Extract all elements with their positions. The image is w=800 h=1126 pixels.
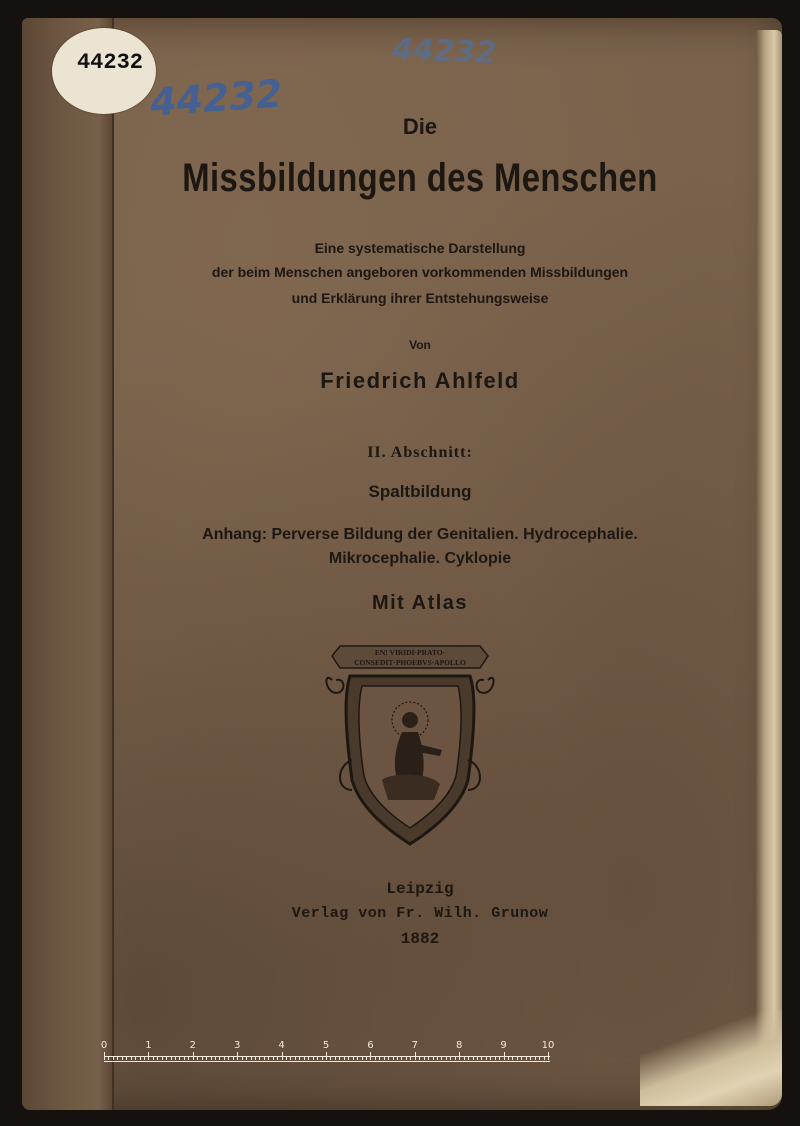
ruler-minor-tick bbox=[228, 1056, 229, 1060]
ruler-minor-tick bbox=[211, 1056, 212, 1060]
ruler-minor-tick bbox=[242, 1056, 243, 1060]
ruler-minor-tick bbox=[153, 1056, 154, 1060]
byline: Von bbox=[409, 338, 431, 352]
ruler-minor-tick bbox=[353, 1056, 354, 1060]
ruler-minor-tick bbox=[135, 1056, 136, 1060]
ruler-minor-tick bbox=[259, 1056, 260, 1060]
page-edge bbox=[756, 30, 782, 1100]
ruler-minor-tick bbox=[255, 1056, 256, 1060]
ruler-minor-tick bbox=[393, 1056, 394, 1060]
ruler-minor-tick bbox=[348, 1056, 349, 1060]
ruler-minor-tick bbox=[339, 1056, 340, 1060]
ruler-minor-tick bbox=[379, 1056, 380, 1060]
ruler-major-tick bbox=[504, 1052, 505, 1060]
ruler-minor-tick bbox=[246, 1056, 247, 1060]
annex-line-2: Mikrocephalie. Cyklopie bbox=[328, 550, 512, 567]
ruler-minor-tick bbox=[508, 1056, 509, 1060]
ruler-minor-tick bbox=[299, 1056, 300, 1060]
ruler-minor-tick bbox=[206, 1056, 207, 1060]
worn-corner bbox=[640, 1010, 782, 1106]
ruler-minor-tick bbox=[179, 1056, 180, 1060]
publisher-emblem bbox=[322, 640, 498, 850]
ruler-minor-tick bbox=[113, 1056, 114, 1060]
ruler-major-tick bbox=[148, 1052, 149, 1060]
ruler-minor-tick bbox=[455, 1056, 456, 1060]
ruler-tick-label: 3 bbox=[234, 1040, 241, 1051]
ruler-minor-tick bbox=[512, 1056, 513, 1060]
subtitle-line-1: Eine systematische Darstellung bbox=[314, 240, 526, 256]
ruler-minor-tick bbox=[517, 1056, 518, 1060]
book-title: Missbildungen des Menschen bbox=[182, 156, 658, 200]
subtitle-line-2: der beim Menschen angeboren vorkommenden Missbildungen bbox=[211, 264, 629, 280]
ruler-minor-tick bbox=[428, 1056, 429, 1060]
ruler-minor-tick bbox=[313, 1056, 314, 1060]
ruler-minor-tick bbox=[166, 1056, 167, 1060]
ruler-minor-tick bbox=[495, 1056, 496, 1060]
ruler-minor-tick bbox=[251, 1056, 252, 1060]
ruler-major-tick bbox=[282, 1052, 283, 1060]
ruler-minor-tick bbox=[290, 1056, 291, 1060]
ruler-minor-tick bbox=[317, 1056, 318, 1060]
emblem-motto-line-1: EN! VIRIDI·PRATO· bbox=[374, 648, 446, 657]
ruler-minor-tick bbox=[446, 1056, 447, 1060]
imprint-year: 1882 bbox=[400, 930, 440, 948]
ruler-tick-label: 8 bbox=[456, 1040, 463, 1051]
ruler-minor-tick bbox=[441, 1056, 442, 1060]
ruler-tick-label: 4 bbox=[278, 1040, 285, 1051]
ruler-major-tick bbox=[237, 1052, 238, 1060]
ruler-minor-tick bbox=[171, 1056, 172, 1060]
ruler-tick-label: 7 bbox=[411, 1040, 418, 1051]
ruler-major-tick bbox=[104, 1052, 105, 1060]
ruler-minor-tick bbox=[131, 1056, 132, 1060]
ruler-minor-tick bbox=[468, 1056, 469, 1060]
ruler-minor-tick bbox=[499, 1056, 500, 1060]
emblem-motto-line-2: CONSEDIT·PHOEBVS·APOLLO bbox=[354, 658, 466, 667]
ruler-major-tick bbox=[459, 1052, 460, 1060]
ruler-minor-tick bbox=[375, 1056, 376, 1060]
ruler-minor-tick bbox=[464, 1056, 465, 1060]
ruler-minor-tick bbox=[450, 1056, 451, 1060]
ruler-minor-tick bbox=[357, 1056, 358, 1060]
ruler-tick-label: 9 bbox=[500, 1040, 507, 1051]
ruler-tick-label: 6 bbox=[367, 1040, 374, 1051]
ruler-minor-tick bbox=[477, 1056, 478, 1060]
ruler-minor-tick bbox=[397, 1056, 398, 1060]
ruler-tick-label: 2 bbox=[189, 1040, 196, 1051]
ruler-major-tick bbox=[193, 1052, 194, 1060]
ruler-minor-tick bbox=[335, 1056, 336, 1060]
ruler-minor-tick bbox=[197, 1056, 198, 1060]
ruler-minor-tick bbox=[486, 1056, 487, 1060]
ruler-major-tick bbox=[415, 1052, 416, 1060]
ruler-minor-tick bbox=[530, 1056, 531, 1060]
author-name: Friedrich Ahlfeld bbox=[320, 368, 520, 393]
ruler-minor-tick bbox=[544, 1056, 545, 1060]
ruler-minor-tick bbox=[233, 1056, 234, 1060]
handwritten-shelfmark: 44232 bbox=[148, 71, 284, 125]
ruler-minor-tick bbox=[330, 1056, 331, 1060]
ruler-minor-tick bbox=[419, 1056, 420, 1060]
ruler-minor-tick bbox=[322, 1056, 323, 1060]
ruler-minor-tick bbox=[490, 1056, 491, 1060]
imprint-city: Leipzig bbox=[386, 880, 454, 898]
ruler-minor-tick bbox=[117, 1056, 118, 1060]
ruler-minor-tick bbox=[286, 1056, 287, 1060]
library-label-number: 44232 bbox=[76, 50, 143, 75]
ruler-minor-tick bbox=[539, 1056, 540, 1060]
ruler-minor-tick bbox=[308, 1056, 309, 1060]
handwritten-shelfmark-faint: 44232 bbox=[391, 32, 497, 71]
ruler-minor-tick bbox=[521, 1056, 522, 1060]
ruler-minor-tick bbox=[410, 1056, 411, 1060]
ruler-minor-tick bbox=[401, 1056, 402, 1060]
ruler-minor-tick bbox=[219, 1056, 220, 1060]
ruler-minor-tick bbox=[224, 1056, 225, 1060]
ruler-minor-tick bbox=[384, 1056, 385, 1060]
ruler-major-tick bbox=[326, 1052, 327, 1060]
ruler-minor-tick bbox=[473, 1056, 474, 1060]
subtitle-line-3: und Erklärung ihrer Entstehungsweise bbox=[291, 290, 549, 306]
ruler-minor-tick bbox=[108, 1056, 109, 1060]
ruler-minor-tick bbox=[295, 1056, 296, 1060]
ruler-major-tick bbox=[370, 1052, 371, 1060]
ruler-minor-tick bbox=[424, 1056, 425, 1060]
ruler-minor-tick bbox=[268, 1056, 269, 1060]
scale-ruler bbox=[100, 1040, 555, 1070]
ruler-minor-tick bbox=[406, 1056, 407, 1060]
ruler-minor-tick bbox=[126, 1056, 127, 1060]
ruler-minor-tick bbox=[264, 1056, 265, 1060]
ruler-minor-tick bbox=[277, 1056, 278, 1060]
ruler-minor-tick bbox=[273, 1056, 274, 1060]
ruler-tick-label: 0 bbox=[100, 1040, 108, 1051]
ruler-minor-tick bbox=[144, 1056, 145, 1060]
ruler-minor-tick bbox=[122, 1056, 123, 1060]
section-topic: Spaltbildung bbox=[368, 482, 472, 501]
ruler-tick-label: 5 bbox=[322, 1040, 330, 1051]
ruler-minor-tick bbox=[362, 1056, 363, 1060]
ruler-minor-tick bbox=[175, 1056, 176, 1060]
imprint-publisher: Verlag von Fr. Wilh. Grunow bbox=[291, 905, 549, 922]
ruler-minor-tick bbox=[535, 1056, 536, 1060]
ruler-minor-tick bbox=[433, 1056, 434, 1060]
ruler-minor-tick bbox=[437, 1056, 438, 1060]
ruler-minor-tick bbox=[344, 1056, 345, 1060]
ruler-minor-tick bbox=[388, 1056, 389, 1060]
ruler-minor-tick bbox=[366, 1056, 367, 1060]
ruler-tick-label: 1 bbox=[145, 1040, 152, 1051]
ruler-minor-tick bbox=[304, 1056, 305, 1060]
annex-line-1: Anhang: Perverse Bildung der Genitalien. Hydrocephalie. bbox=[202, 526, 638, 543]
ruler-minor-tick bbox=[481, 1056, 482, 1060]
supplement-note: Mit Atlas bbox=[371, 592, 469, 614]
section-heading: II. Abschnitt: bbox=[367, 444, 473, 461]
ruler-tick-label: 10 bbox=[541, 1040, 555, 1051]
ruler-minor-tick bbox=[526, 1056, 527, 1060]
ruler-minor-tick bbox=[140, 1056, 141, 1060]
ruler-minor-tick bbox=[202, 1056, 203, 1060]
ruler-minor-tick bbox=[157, 1056, 158, 1060]
ruler-major-tick bbox=[548, 1052, 549, 1060]
ruler-minor-tick bbox=[184, 1056, 185, 1060]
ruler-minor-tick bbox=[215, 1056, 216, 1060]
ruler-minor-tick bbox=[188, 1056, 189, 1060]
ruler-minor-tick bbox=[162, 1056, 163, 1060]
title-article: Die bbox=[402, 114, 438, 139]
